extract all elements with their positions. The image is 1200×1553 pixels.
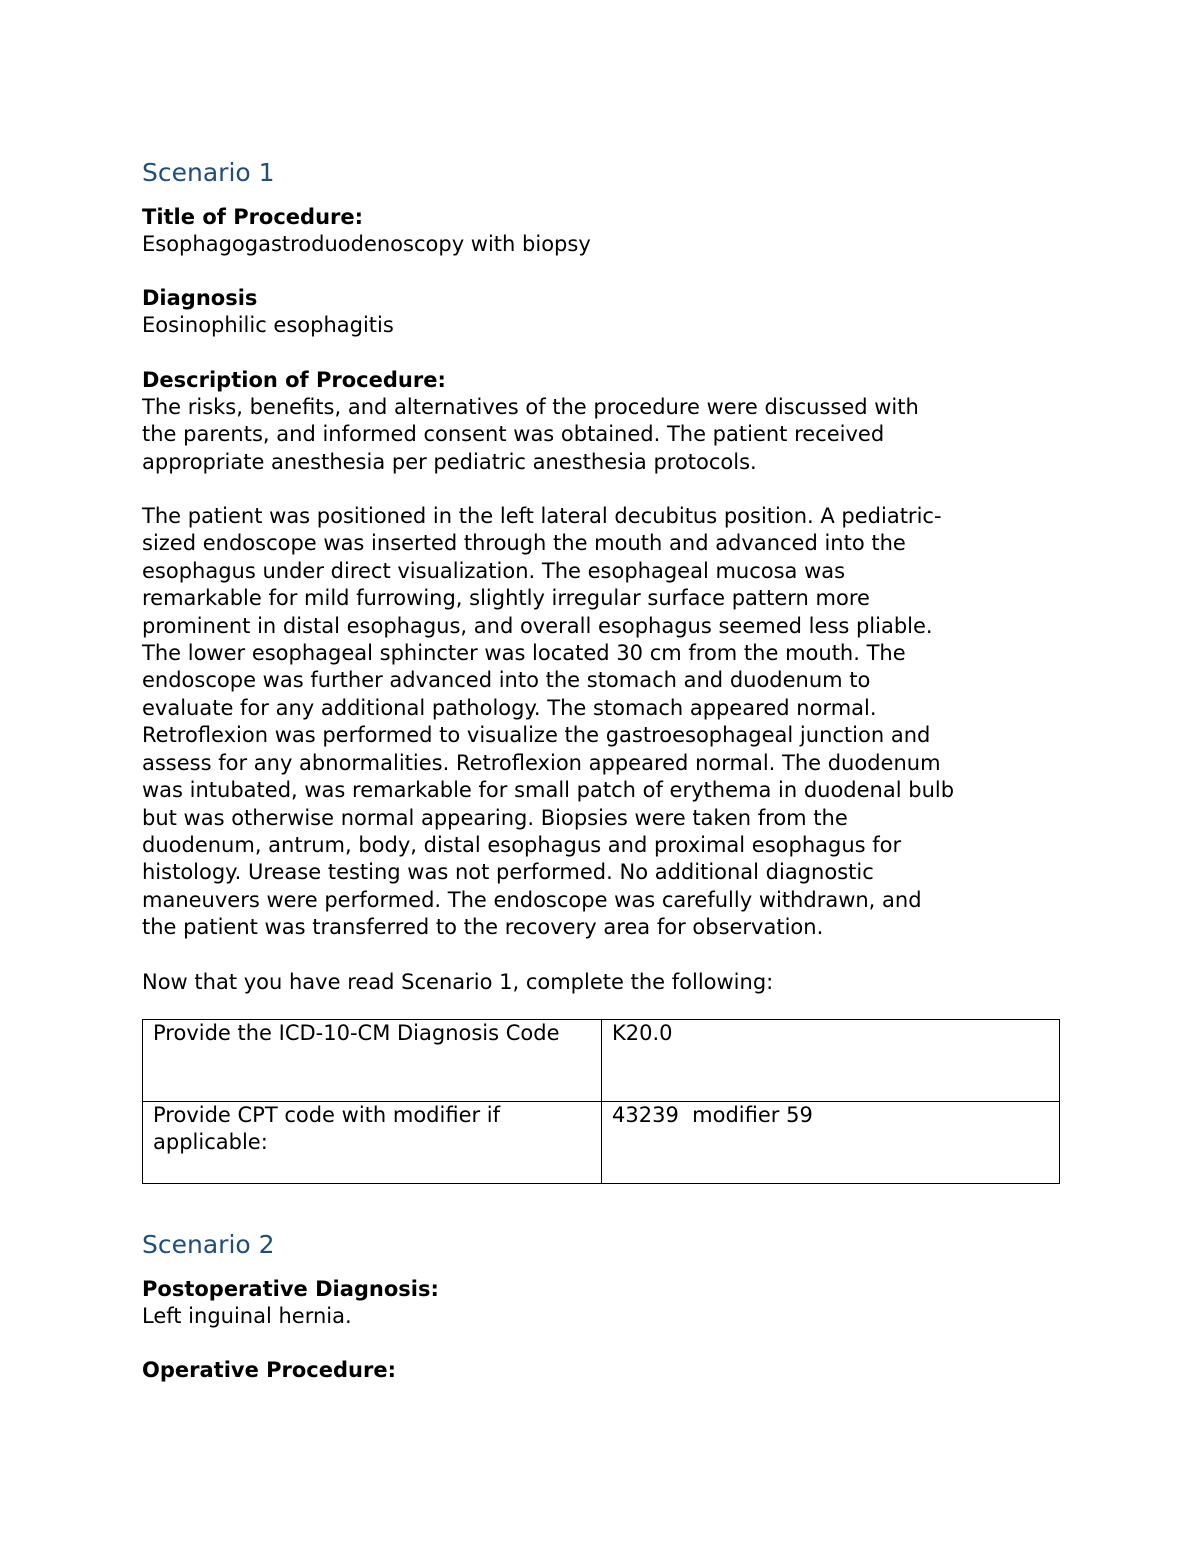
spacer — [142, 942, 1062, 969]
title-of-procedure-value: Esophagogastroduodenoscopy with biopsy — [142, 232, 591, 256]
answer-cell[interactable]: K20.0 — [602, 1019, 1060, 1101]
paragraph-line: sized endoscope was inserted through the mouth and advanced into the — [142, 531, 906, 556]
diagnosis-label: Diagnosis — [142, 286, 258, 311]
paragraph-line: prominent in distal esophagus, and overall esophagus seemed less pliable. — [142, 613, 933, 638]
title-of-procedure-label: Title of Procedure: — [142, 205, 364, 229]
operative-procedure-label: Operative Procedure: — [142, 1358, 396, 1383]
scenario-2-section — [142, 1228, 1062, 1384]
diagnosis-value: Eosinophilic esophagitis — [142, 313, 394, 338]
description-paragraph-2 — [142, 503, 1062, 942]
paragraph-line: was intubated, was remarkable for small patch of erythema in duodenal bulb — [142, 778, 955, 803]
question-cell: Provide the ICD-10-CM Diagnosis Code — [143, 1019, 602, 1101]
spacer — [142, 476, 1062, 503]
paragraph-line: duodenum, antrum, body, distal esophagus and proximal esophagus for — [142, 832, 902, 857]
paragraph-line: histology. Urease testing was not performed. No additional diagnostic — [142, 860, 874, 885]
postoperative-diagnosis-label: Postoperative Diagnosis: — [142, 1276, 439, 1301]
answer-cell[interactable]: 43239 modifier 59 — [602, 1101, 1060, 1183]
scenario-1-heading: Scenario 1 — [142, 158, 275, 187]
description-label: Description of Procedure: — [142, 367, 446, 392]
paragraph-line: The patient was positioned in the left lateral decubitus position. A pediatric- — [142, 504, 942, 529]
paragraph-line: but was otherwise normal appearing. Biopsies were taken from the — [142, 805, 848, 830]
spacer — [142, 258, 1062, 285]
paragraph-line: appropriate anesthesia per pediatric anesthesia protocols. — [142, 449, 757, 474]
instruction-text: Now that you have read Scenario 1, complete the following: — [142, 969, 774, 994]
paragraph-line: The risks, benefits, and alternatives of the procedure were discussed with — [142, 394, 919, 419]
scenario-2-heading: Scenario 2 — [142, 1229, 275, 1259]
paragraph-line: the patient was transferred to the recovery area for observation. — [142, 915, 824, 940]
paragraph-line: Retroflexion was performed to visualize the gastroesophageal junction and — [142, 723, 931, 748]
paragraph-line: assess for any abnormalities. Retroflexion appeared normal. The duodenum — [142, 750, 941, 775]
paragraph-line: esophagus under direct visualization. The esophageal mucosa was — [142, 558, 846, 583]
question-cell: Provide CPT code with modifier if applicable: — [143, 1101, 602, 1183]
table-row — [143, 1019, 1060, 1101]
description-paragraph-1 — [142, 394, 1062, 476]
paragraph-line: the parents, and informed consent was obtained. The patient received — [142, 422, 885, 447]
spacer — [142, 340, 1062, 367]
answer-table — [142, 1019, 1060, 1184]
paragraph-line: remarkable for mild furrowing, slightly irregular surface pattern more — [142, 586, 870, 611]
table-row — [143, 1101, 1060, 1183]
paragraph-line: endoscope was further advanced into the stomach and duodenum to — [142, 668, 871, 693]
paragraph-line: maneuvers were performed. The endoscope was carefully withdrawn, and — [142, 887, 922, 912]
paragraph-line: The lower esophageal sphincter was located 30 cm from the mouth. The — [142, 641, 906, 666]
paragraph-line: evaluate for any additional pathology. The stomach appeared normal. — [142, 695, 877, 720]
postoperative-diagnosis-value: Left inguinal hernia. — [142, 1303, 352, 1328]
spacer — [142, 1330, 1062, 1357]
document-page — [142, 156, 1062, 1384]
